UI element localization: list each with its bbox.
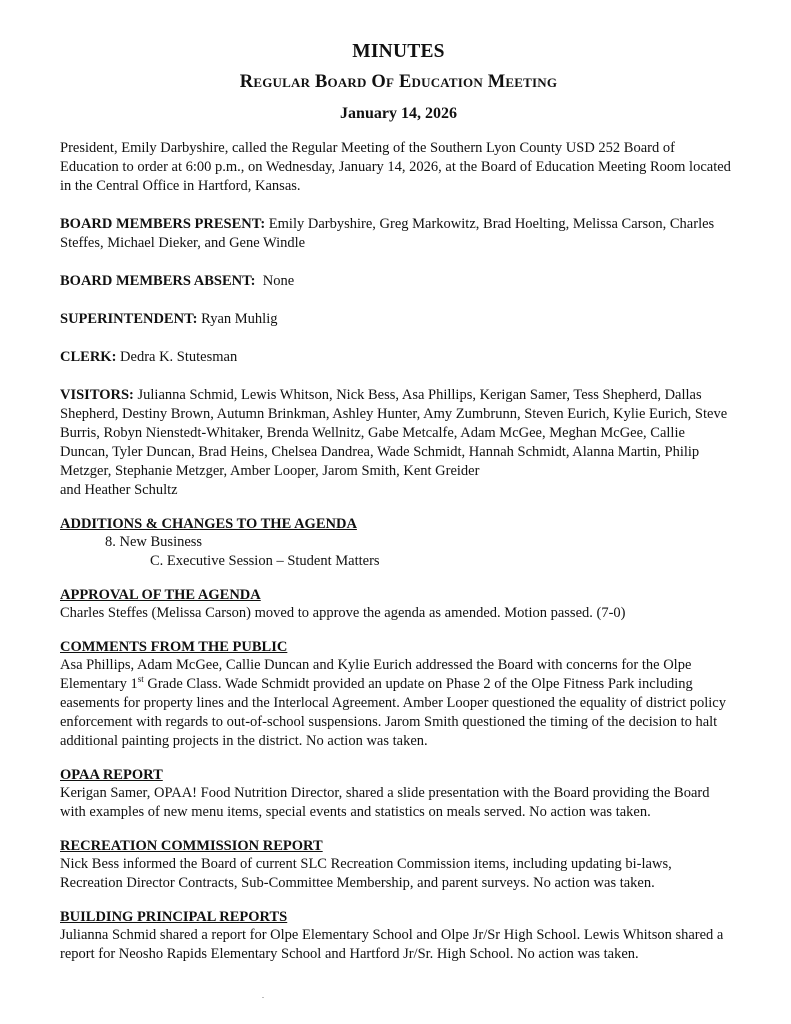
section-recreation	[60, 837, 737, 893]
clerk-label: CLERK:	[60, 349, 117, 365]
public-comments-heading: COMMENTS FROM THE PUBLIC	[60, 639, 288, 655]
approval-body: Charles Steffes (Melissa Carson) moved to approve the agenda as amended. Motion passed. (7-0)	[60, 605, 626, 621]
opaa-body: Kerigan Samer, OPAA! Food Nutrition Director, shared a slide presentation with the Board providing the Board with examples of new menu items, special events and statistics on meals served. No action was taken.	[60, 785, 710, 820]
visitors-paragraph	[60, 386, 737, 500]
section-opaa	[60, 766, 737, 822]
ordinal-suffix: st	[137, 674, 144, 685]
clerk-name: Dedra K. Stutesman	[120, 349, 238, 365]
section-public-comments	[60, 638, 737, 751]
board-members-absent	[60, 272, 737, 291]
additions-heading: ADDITIONS & CHANGES TO THE AGENDA	[60, 516, 357, 532]
opaa-heading: OPAA REPORT	[60, 767, 163, 783]
principals-heading: BUILDING PRINCIPAL REPORTS	[60, 909, 288, 925]
additions-item: 8. New Business	[105, 534, 203, 550]
visitors-label: VISITORS:	[60, 387, 134, 403]
section-principals	[60, 908, 737, 964]
absent-label: BOARD MEMBERS ABSENT:	[60, 273, 256, 289]
board-members-present	[60, 215, 737, 253]
principals-body: Julianna Schmid shared a report for Olpe Elementary School and Olpe Jr/Sr High School. Lewis Whitson shared a report for Neosho Rapids Elementary School and Hartford Jr/Sr. High School. No action was taken.	[60, 927, 724, 962]
public-comments-text-1: Asa Phillips, Adam McGee, Callie Duncan and Kylie Eurich addressed the Board with concerns for the Olpe Elementary 1	[60, 657, 692, 692]
superintendent-line	[60, 310, 737, 329]
document-title: MINUTES	[352, 41, 445, 62]
recreation-body: Nick Bess informed the Board of current SLC Recreation Commission items, including updating bi-laws, Recreation Director Contracts, Sub-Committee Membership, and parent surveys. No action was taken.	[60, 856, 672, 891]
clerk-line	[60, 348, 737, 367]
recreation-heading: RECREATION COMMISSION REPORT	[60, 838, 323, 854]
superintendent-name: Ryan Muhlig	[201, 311, 278, 327]
document-subtitle: Regular Board Of Education Meeting	[239, 72, 558, 92]
superintendent-label: SUPERINTENDENT:	[60, 311, 198, 327]
section-approval	[60, 586, 737, 623]
present-names: Emily Darbyshire, Greg Markowitz, Brad Hoelting, Melissa Carson, Charles Steffes, Michael Dieker, and Gene Windle	[60, 216, 715, 251]
intro-paragraph: President, Emily Darbyshire, called the Regular Meeting of the Southern Lyon County USD 252 Board of Education to order at 6:00 p.m., on Wednesday, January 14, 2026, at the Board of Education Meeting Room located in the Central Office in Hartford, Kansas.	[60, 140, 731, 194]
public-comments-text-2: Grade Class. Wade Schmidt provided an update on Phase 2 of the Olpe Fitness Park including easements for property lines and the Interlocal Agreement. Amber Looper questioned the equality of district policy enforcement with regards to out-of-school suspensions. Jarom Smith questioned the timing of the decision to halt additional painting projects in the district. No action was taken.	[60, 676, 726, 749]
section-additions	[60, 515, 737, 571]
scan-speck	[262, 997, 264, 998]
meeting-date: January 14, 2026	[340, 105, 457, 122]
additions-subitem: C. Executive Session – Student Matters	[150, 553, 380, 569]
visitors-names: Julianna Schmid, Lewis Whitson, Nick Bess, Asa Phillips, Kerigan Samer, Tess Shepherd, Dallas Shepherd, Destiny Brown, Autumn Brinkman, Ashley Hunter, Amy Zumbrunn, Steven Eurich, Kylie Eurich, Steve Burris, Robyn Nienstedt-Whitaker, Brenda Wellnitz, Gabe Metcalfe, Adam McGee, Meghan McGee, Callie Duncan, Tyler Duncan, Brad Heins, Chelsea Dandrea, Wade Schmidt, Hannah Schmidt, Alanna Martin, Philip Metzger, Stephanie Metzger, Amber Looper, Jarom Smith, Kent Greider	[60, 387, 728, 479]
visitors-tail: and Heather Schultz	[60, 482, 178, 498]
absent-names: None	[262, 273, 295, 289]
present-label: BOARD MEMBERS PRESENT:	[60, 216, 266, 232]
approval-heading: APPROVAL OF THE AGENDA	[60, 587, 261, 603]
public-comments-body	[60, 656, 737, 751]
